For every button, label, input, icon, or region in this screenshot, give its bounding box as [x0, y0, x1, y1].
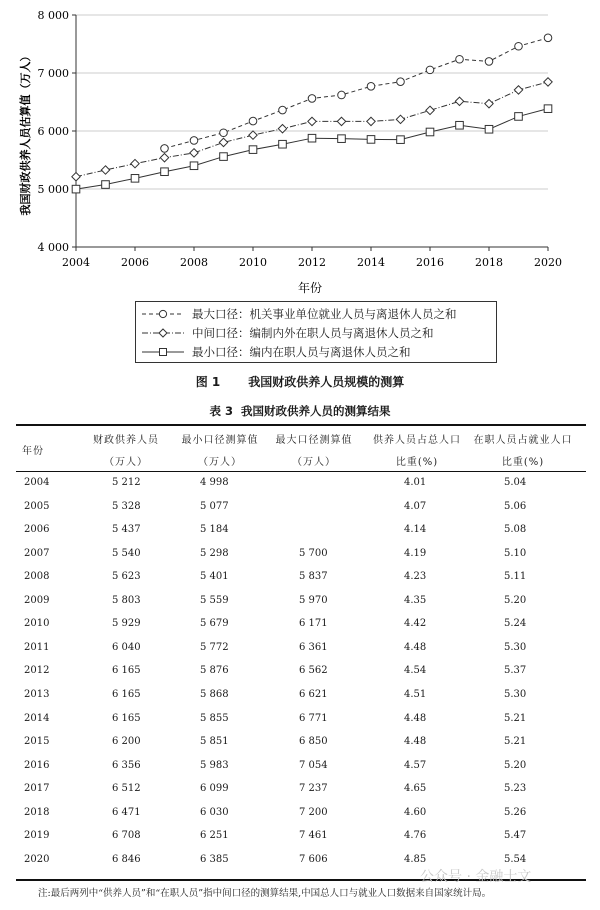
table-row: [16, 615, 586, 635]
y-tick-label: 4 000: [37, 241, 69, 254]
cell-year: 2008: [24, 571, 50, 583]
data-point: [338, 135, 346, 143]
table-header-max-estimate: 最大口径测算值 （万人）: [275, 435, 353, 468]
cell-max-estimate: 6 621: [299, 688, 328, 700]
data-point: [544, 34, 552, 42]
data-point: [308, 117, 316, 125]
cell-employment-share: 5.21: [504, 712, 527, 724]
y-tick-label: 6 000: [37, 125, 69, 138]
cell-year: 2018: [24, 806, 50, 818]
cell-year: 2013: [24, 688, 50, 700]
table-header-year: 年份: [22, 446, 44, 457]
cell-min-estimate: 6 385: [200, 853, 229, 865]
data-point: [219, 138, 227, 146]
cell-fiscal-supported: 6 200: [112, 736, 141, 748]
legend-key-square-solid: [136, 343, 190, 361]
x-tick-label: 2010: [239, 256, 267, 269]
cell-employment-share: 5.21: [504, 736, 527, 748]
cell-max-estimate: 7 237: [299, 783, 328, 795]
cell-fiscal-supported: 6 708: [112, 830, 141, 842]
data-point: [515, 42, 523, 50]
cell-pop-share: 4.23: [404, 571, 427, 583]
cell-fiscal-supported: 6 040: [112, 641, 141, 653]
cell-fiscal-supported: 6 846: [112, 853, 141, 865]
x-tick-label: 2008: [180, 256, 208, 269]
cell-year: 2015: [24, 736, 50, 748]
cell-year: 2006: [24, 524, 50, 536]
legend-label-min: 最小口径：编内在职人员与离退休人员之和: [192, 345, 411, 359]
table-header: [16, 426, 586, 470]
cell-pop-share: 4.85: [404, 853, 427, 865]
cell-year: 2020: [24, 853, 50, 865]
data-point: [485, 58, 493, 66]
x-tick-label: 2020: [534, 256, 562, 269]
table-caption-title: 我国财政供养人员的测算结果: [241, 404, 391, 418]
table-row: [16, 686, 586, 706]
data-point: [514, 86, 522, 94]
cell-pop-share: 4.35: [404, 594, 427, 606]
cell-min-estimate: 4 998: [200, 477, 229, 488]
cell-max-estimate: 6 361: [299, 641, 328, 653]
y-tick-label: 8 000: [37, 9, 69, 22]
cell-min-estimate: 6 030: [200, 806, 229, 818]
table-row: [16, 498, 586, 518]
cell-max-estimate: 5 970: [299, 594, 328, 606]
x-tick-label: 2014: [357, 256, 385, 269]
table-row: [16, 592, 586, 612]
data-point: [220, 153, 228, 161]
cell-max-estimate: 6 171: [299, 618, 328, 630]
data-point: [190, 162, 198, 170]
legend-label-max: 最大口径：机关事业单位就业人员与离退休人员之和: [192, 307, 457, 321]
cell-max-estimate: 6 771: [299, 712, 328, 724]
cell-max-estimate: 6 562: [299, 665, 328, 677]
cell-employment-share: 5.23: [504, 783, 527, 795]
cell-min-estimate: 5 851: [200, 736, 229, 748]
cell-min-estimate: 5 401: [200, 571, 229, 583]
data-point: [396, 115, 404, 123]
data-point: [455, 97, 463, 105]
legend-key-circle-dashed: [136, 305, 190, 323]
cell-year: 2016: [24, 759, 50, 771]
cell-fiscal-supported: 6 356: [112, 759, 141, 771]
cell-employment-share: 5.30: [504, 641, 527, 653]
cell-min-estimate: 5 559: [200, 594, 229, 606]
y-tick-label: 7 000: [37, 67, 69, 80]
cell-employment-share: 5.54: [504, 853, 527, 865]
cell-fiscal-supported: 6 165: [112, 712, 141, 724]
cell-employment-share: 5.47: [504, 830, 527, 842]
cell-pop-share: 4.42: [404, 618, 427, 630]
table-row: [16, 639, 586, 659]
data-point: [131, 175, 139, 183]
figure-caption-number: 图 1: [195, 375, 221, 389]
cell-pop-share: 4.76: [404, 830, 427, 842]
data-point: [308, 134, 316, 142]
y-tick-label: 5 000: [37, 183, 69, 196]
cell-min-estimate: 5 679: [200, 618, 229, 630]
data-point: [337, 117, 345, 125]
data-point: [249, 131, 257, 139]
legend-item-min: [136, 343, 411, 361]
data-point: [249, 146, 257, 154]
table-row: [16, 710, 586, 730]
data-point: [367, 117, 375, 125]
data-point: [397, 78, 405, 86]
cell-fiscal-supported: 5 212: [112, 477, 141, 488]
cell-pop-share: 4.07: [404, 500, 427, 512]
cell-year: 2011: [24, 641, 50, 653]
cell-year: 2019: [24, 830, 50, 842]
data-point: [190, 149, 198, 157]
table-row: [16, 804, 586, 824]
cell-employment-share: 5.37: [504, 665, 527, 677]
cell-employment-share: 5.26: [504, 806, 527, 818]
data-point: [367, 82, 375, 90]
data-point: [278, 124, 286, 132]
cell-employment-share: 5.06: [504, 500, 527, 512]
cell-fiscal-supported: 5 929: [112, 618, 141, 630]
x-tick-label: 2018: [475, 256, 503, 269]
cell-min-estimate: 6 099: [200, 783, 229, 795]
watermark: 公众号 · 金融士文: [420, 869, 532, 885]
cell-year: 2007: [24, 547, 50, 559]
cell-pop-share: 4.14: [404, 524, 427, 536]
data-point: [426, 128, 434, 136]
cell-pop-share: 4.19: [404, 547, 427, 559]
table-row: [16, 568, 586, 588]
table-header-fiscal-supported: 财政供养人员 （万人）: [93, 435, 159, 468]
cell-fiscal-supported: 6 471: [112, 806, 141, 818]
table-header-min-estimate: 最小口径测算值 （万人）: [181, 435, 259, 468]
table-header-pop-share: 供养人员占总人口 比重(%): [373, 435, 461, 468]
cell-pop-share: 4.54: [404, 665, 427, 677]
table-header-employment-share: 在职人员占就业人口 比重(%): [473, 435, 573, 468]
cell-employment-share: 5.11: [504, 571, 527, 583]
cell-pop-share: 4.01: [404, 477, 427, 488]
table-row: [16, 545, 586, 565]
cell-min-estimate: 5 876: [200, 665, 229, 677]
cell-year: 2005: [24, 500, 50, 512]
cell-min-estimate: 6 251: [200, 830, 229, 842]
cell-fiscal-supported: 6 165: [112, 665, 141, 677]
cell-pop-share: 4.65: [404, 783, 427, 795]
cell-fiscal-supported: 5 623: [112, 571, 141, 583]
x-tick-label: 2016: [416, 256, 444, 269]
cell-pop-share: 4.60: [404, 806, 427, 818]
x-axis-label: 年份: [297, 281, 323, 295]
cell-max-estimate: 7 054: [299, 759, 328, 771]
chart-series: [72, 34, 552, 193]
table-row: [16, 827, 586, 847]
legend-item-max: [136, 305, 457, 323]
cell-year: 2014: [24, 712, 50, 724]
cell-min-estimate: 5 983: [200, 759, 229, 771]
table-note: 注:最后两列中“供养人员”和“在职人员”指中间口径的测算结果,中国总人口与就业人口数据来自国家统计局。: [38, 888, 492, 899]
table-row: [16, 757, 586, 777]
x-tick-label: 2006: [121, 256, 149, 269]
legend-label-mid: 中间口径：编制内外在职人员与离退休人员之和: [192, 326, 434, 340]
data-point: [279, 140, 287, 148]
table-row: [16, 780, 586, 800]
data-point: [102, 181, 110, 189]
data-point: [426, 106, 434, 114]
figure-caption-title: 我国财政供养人员规模的测算: [248, 375, 405, 389]
legend-key-diamond-dashdot: [136, 324, 190, 342]
cell-min-estimate: 5 855: [200, 712, 229, 724]
table-row: [16, 733, 586, 753]
data-point: [338, 91, 346, 99]
data-point: [485, 125, 493, 133]
data-point: [72, 185, 80, 193]
cell-pop-share: 4.51: [404, 688, 427, 700]
cell-year: 2004: [24, 477, 50, 488]
cell-employment-share: 5.20: [504, 594, 527, 606]
table-caption: [0, 403, 600, 419]
table-row: [16, 474, 586, 494]
data-point: [456, 121, 464, 129]
cell-fiscal-supported: 5 437: [112, 524, 141, 536]
cell-employment-share: 5.24: [504, 618, 527, 630]
data-point: [101, 166, 109, 174]
data-point: [456, 55, 464, 63]
cell-pop-share: 4.48: [404, 712, 427, 724]
data-point: [72, 173, 80, 181]
x-tick-label: 2012: [298, 256, 326, 269]
series-diamond: [72, 78, 552, 181]
y-axis-label: 我国财政供养人员估算值（万人）: [19, 50, 32, 216]
figure-caption: [0, 373, 600, 390]
cell-max-estimate: 5 700: [299, 547, 328, 559]
cell-employment-share: 5.20: [504, 759, 527, 771]
cell-employment-share: 5.08: [504, 524, 527, 536]
cell-fiscal-supported: 5 803: [112, 594, 141, 606]
cell-pop-share: 4.57: [404, 759, 427, 771]
cell-year: 2010: [24, 618, 50, 630]
cell-min-estimate: 5 184: [200, 524, 229, 536]
data-point: [544, 78, 552, 86]
data-point: [485, 99, 493, 107]
table-row: [16, 662, 586, 682]
cell-year: 2009: [24, 594, 50, 606]
series-circle: [161, 34, 552, 152]
data-point: [279, 106, 287, 114]
cell-max-estimate: 6 850: [299, 736, 328, 748]
cell-min-estimate: 5 298: [200, 547, 229, 559]
cell-year: 2017: [24, 783, 50, 795]
chart-legend: [135, 301, 497, 363]
data-point: [397, 136, 405, 144]
cell-employment-share: 5.10: [504, 547, 527, 559]
cell-max-estimate: 7 200: [299, 806, 328, 818]
table-caption-number: 表 3: [209, 404, 233, 418]
cell-fiscal-supported: 6 165: [112, 688, 141, 700]
cell-max-estimate: 7 461: [299, 830, 328, 842]
data-point: [308, 95, 316, 103]
cell-pop-share: 4.48: [404, 641, 427, 653]
data-point: [131, 159, 139, 167]
data-point: [220, 129, 228, 137]
cell-pop-share: 4.48: [404, 736, 427, 748]
x-tick-label: 2004: [62, 256, 90, 269]
cell-employment-share: 5.04: [504, 477, 527, 488]
cell-min-estimate: 5 077: [200, 500, 229, 512]
data-point: [544, 105, 552, 113]
cell-min-estimate: 5 772: [200, 641, 229, 653]
data-point: [190, 137, 198, 145]
legend-item-mid: [136, 324, 434, 342]
cell-max-estimate: 5 837: [299, 571, 328, 583]
data-point: [426, 66, 434, 74]
data-point: [161, 145, 169, 153]
line-chart: [0, 0, 600, 300]
cell-fiscal-supported: 5 540: [112, 547, 141, 559]
data-point: [249, 117, 257, 125]
cell-employment-share: 5.30: [504, 688, 527, 700]
data-point: [160, 153, 168, 161]
data-point: [367, 136, 375, 144]
cell-year: 2012: [24, 665, 50, 677]
table-row: [16, 521, 586, 541]
cell-min-estimate: 5 868: [200, 688, 229, 700]
cell-fiscal-supported: 6 512: [112, 783, 141, 795]
chart-ticks: [38, 9, 563, 269]
cell-fiscal-supported: 5 328: [112, 500, 141, 512]
data-point: [161, 168, 169, 176]
data-point: [515, 113, 523, 121]
cell-max-estimate: 7 606: [299, 853, 328, 865]
